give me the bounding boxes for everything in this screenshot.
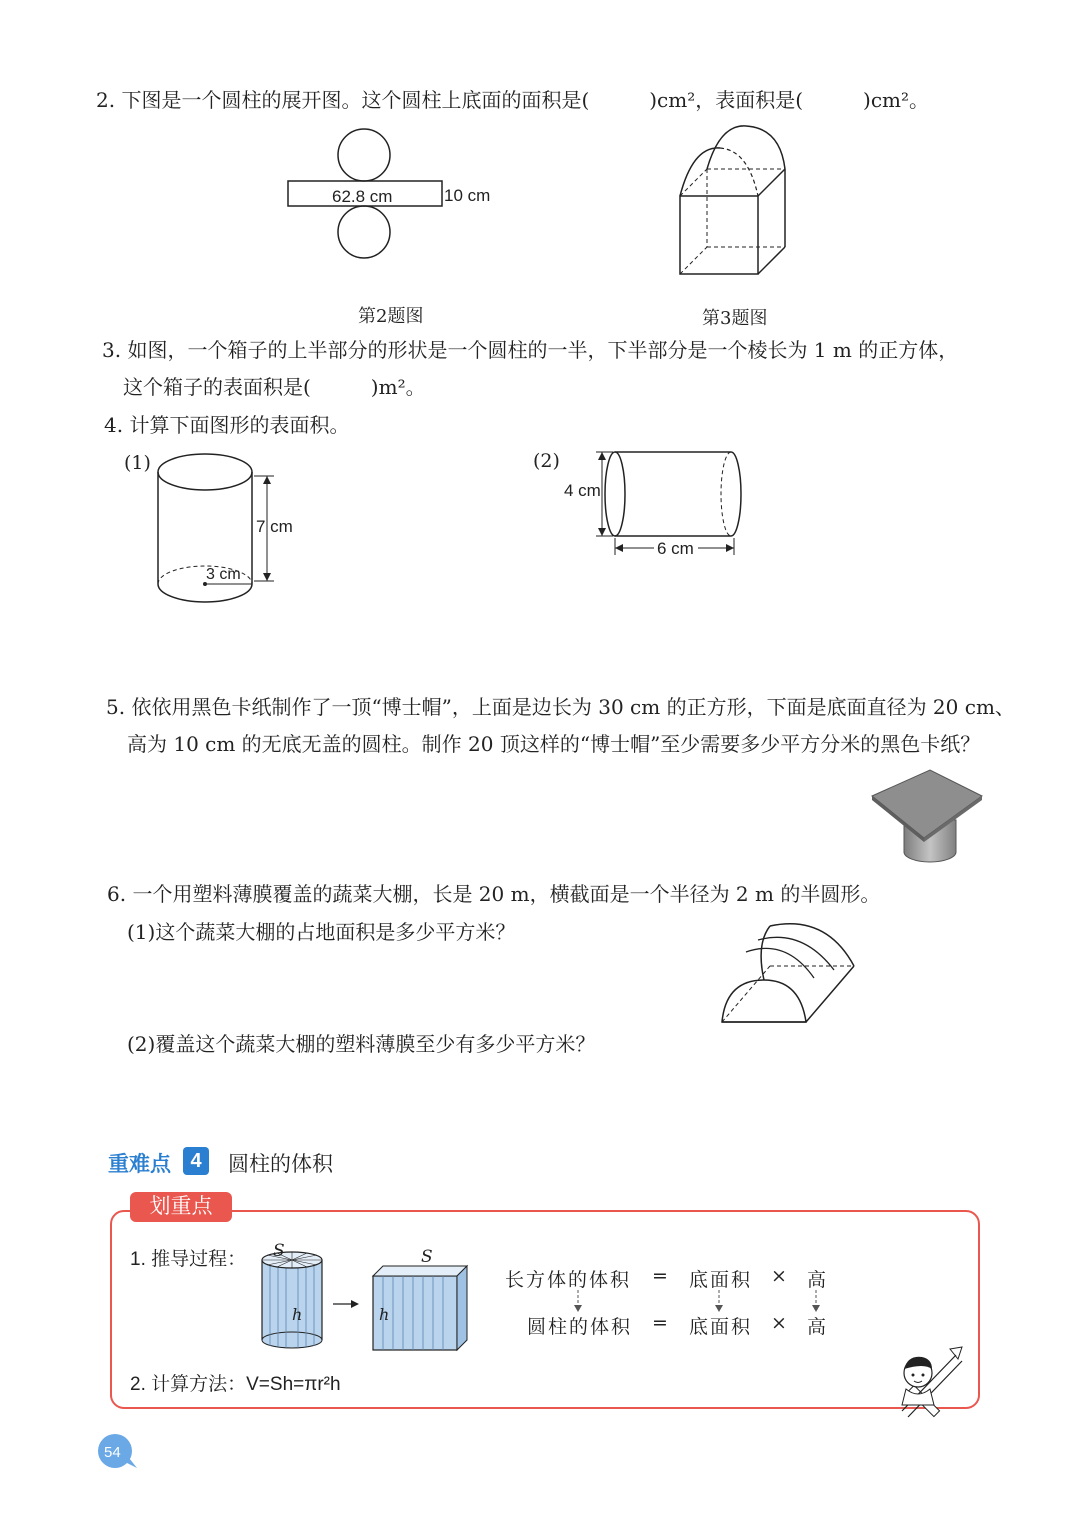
cylinder-volume-label: 圆柱的体积	[527, 1316, 633, 1338]
question-6-part1: (1)这个蔬菜大棚的占地面积是多少平方米？	[127, 920, 516, 944]
row2-height: 高	[807, 1316, 829, 1338]
derivation-arrows	[560, 1288, 830, 1314]
cyl1-height-label: 7 cm	[256, 517, 293, 536]
question-5-line2: 高为 10 cm 的无底无盖的圆柱。制作 20 顶这样的“博士帽”至少需要多少平方分米的黑色卡纸？	[127, 732, 981, 756]
q4-part1-label: (1)	[124, 452, 151, 474]
cyl2-diameter-label: 4 cm	[564, 481, 601, 500]
vertical-cylinder-figure	[150, 448, 310, 613]
cartoon-boy-pencil-icon	[890, 1345, 970, 1420]
question-3-line1: 3. 如图，一个箱子的上半部分的形状是一个圆柱的一半，下半部分是一个棱长为 1 m 的正方体，	[102, 338, 959, 362]
cyl1-radius-label: 3 cm	[206, 566, 241, 583]
question-6-text: 6. 一个用塑料薄膜覆盖的蔬菜大棚，长是 20 m，横截面是一个半径为 2 m 的半圆形。	[107, 882, 881, 906]
section-key-label: 重难点	[108, 1153, 171, 1176]
question-5-line1: 5. 依依用黑色卡纸制作了一顶“博士帽”，上面是边长为 30 cm 的正方形，下面是底面直径为 20 cm、	[106, 695, 1015, 719]
derivation-label: 1. 推导过程：	[130, 1249, 247, 1270]
page-number-badge	[95, 1432, 139, 1470]
row2-base-area: 底面积	[689, 1316, 753, 1338]
calculation-method: 2. 计算方法：V=Sh=πr²h	[130, 1374, 341, 1395]
cyl2-length-label: 6 cm	[657, 539, 694, 558]
cylinder-to-cuboid-figure	[255, 1238, 475, 1358]
box-with-half-cylinder-figure	[670, 120, 800, 285]
cuboid-h-label: h	[379, 1305, 390, 1324]
row1-height: 高	[807, 1269, 829, 1291]
question-3-line2: 这个箱子的表面积是( )m²。	[123, 375, 426, 399]
cuboid-volume-label: 长方体的体积	[505, 1269, 632, 1291]
row1-base-area: 底面积	[689, 1269, 753, 1291]
doctor-hat-image	[868, 768, 988, 870]
row1-times: ×	[771, 1265, 789, 1287]
net-height-label: 10 cm	[444, 186, 491, 205]
cylinder-net-figure	[280, 125, 510, 260]
cuboid-s-label: S	[421, 1247, 433, 1267]
q2-figure-caption: 第2题图	[358, 306, 424, 327]
row1-equals: =	[652, 1265, 670, 1287]
question-6-part2: (2)覆盖这个蔬菜大棚的塑料薄膜至少有多少平方米？	[127, 1032, 596, 1056]
question-4-text: 4. 计算下面图形的表面积。	[104, 413, 350, 437]
cylinder-h-label: h	[292, 1305, 303, 1324]
q3-figure-caption: 第3题图	[702, 308, 768, 329]
horizontal-cylinder-figure	[560, 445, 760, 560]
section-number-badge: 4	[183, 1147, 209, 1175]
cylinder-s-label: S	[273, 1241, 285, 1261]
section-title: 圆柱的体积	[228, 1153, 333, 1176]
q4-part2-label: (2)	[533, 450, 560, 472]
keypoints-tag: 划重点	[130, 1192, 232, 1222]
row2-equals: =	[652, 1312, 670, 1334]
page-number: 54	[104, 1444, 121, 1461]
row2-times: ×	[771, 1312, 789, 1334]
net-length-label: 62.8 cm	[332, 187, 393, 206]
greenhouse-figure	[716, 920, 866, 1030]
question-2-text: 2. 下图是一个圆柱的展开图。这个圆柱上底面的面积是( )cm²，表面积是( )cm²。	[96, 88, 930, 112]
